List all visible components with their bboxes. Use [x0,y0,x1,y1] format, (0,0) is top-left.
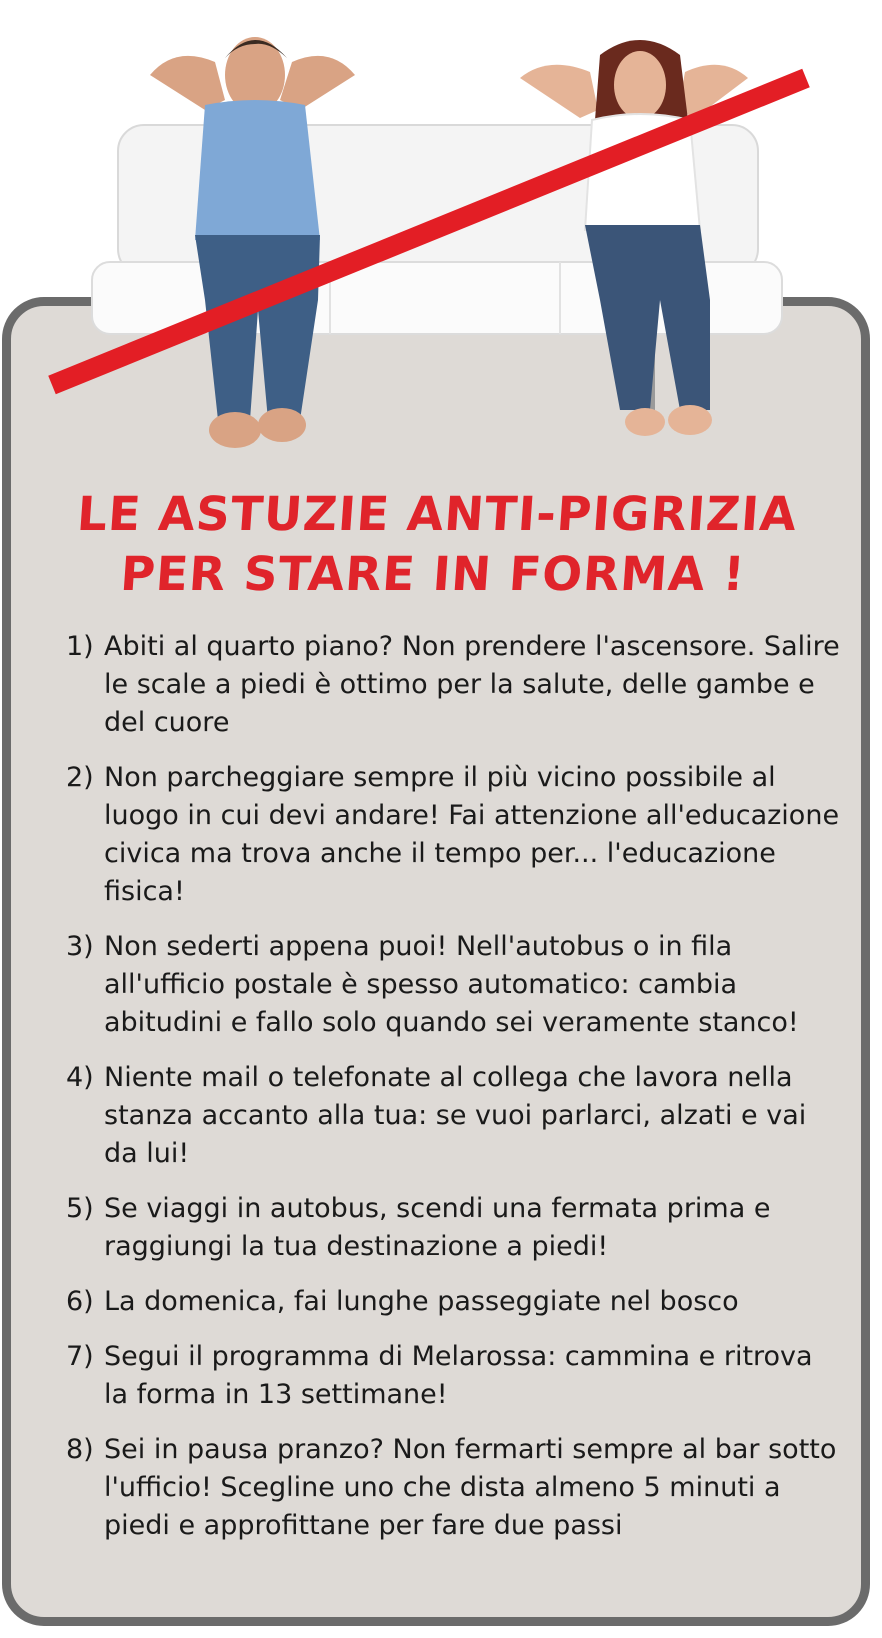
list-item [66,928,841,1042]
item-text: Non sederti appena puoi! Nell'autobus o in fila all'ufficio postale è spesso automatico: cambia abitudini e fallo solo quando sei veramente stanco! [104,931,799,1038]
list-item [66,628,841,742]
headline [36,485,834,605]
item-text: Niente mail o telefonate al collega che lavora nella stanza accanto alla tua: se vuoi parlarci, alzati e vai da lui! [104,1062,807,1169]
item-number: 7) [66,1341,94,1372]
item-number: 1) [66,631,94,662]
item-number: 4) [66,1062,94,1093]
list-item [66,1431,841,1545]
list-item [66,1338,841,1414]
item-number: 5) [66,1193,94,1224]
item-text: La domenica, fai lunghe passeggiate nel bosco [104,1286,739,1317]
item-number: 8) [66,1434,94,1465]
list-item [66,1190,841,1266]
item-number: 6) [66,1286,94,1317]
list-item [66,759,841,911]
headline-line-1: LE ASTUZIE ANTI-PIGRIZIA [75,487,799,542]
item-text: Non parcheggiare sempre il più vicino possibile al luogo in cui devi andare! Fai attenzione all'educazione civica ma trova anche il tempo per... l'educazione fisica! [104,762,840,907]
item-text: Se viaggi in autobus, scendi una fermata prima e raggiungi la tua destinazione a piedi! [104,1193,771,1262]
couple-on-sofa-photo [0,0,882,480]
item-number: 2) [66,762,94,793]
item-text: Abiti al quarto piano? Non prendere l'ascensore. Salire le scale a piedi è ottimo per la salute, delle gambe e del cuore [104,631,840,738]
list-item [66,1059,841,1173]
list-item [66,1283,841,1321]
item-number: 3) [66,931,94,962]
item-text: Segui il programma di Melarossa: cammina e ritrova la forma in 13 settimane! [104,1341,813,1410]
headline-line-2: PER STARE IN FORMA ! [118,547,748,602]
tips-list [66,628,841,1562]
item-text: Sei in pausa pranzo? Non fermarti sempre al bar sotto l'ufficio! Scegline uno che dista almeno 5 minuti a piedi e approfittane per fare due passi [104,1434,837,1541]
